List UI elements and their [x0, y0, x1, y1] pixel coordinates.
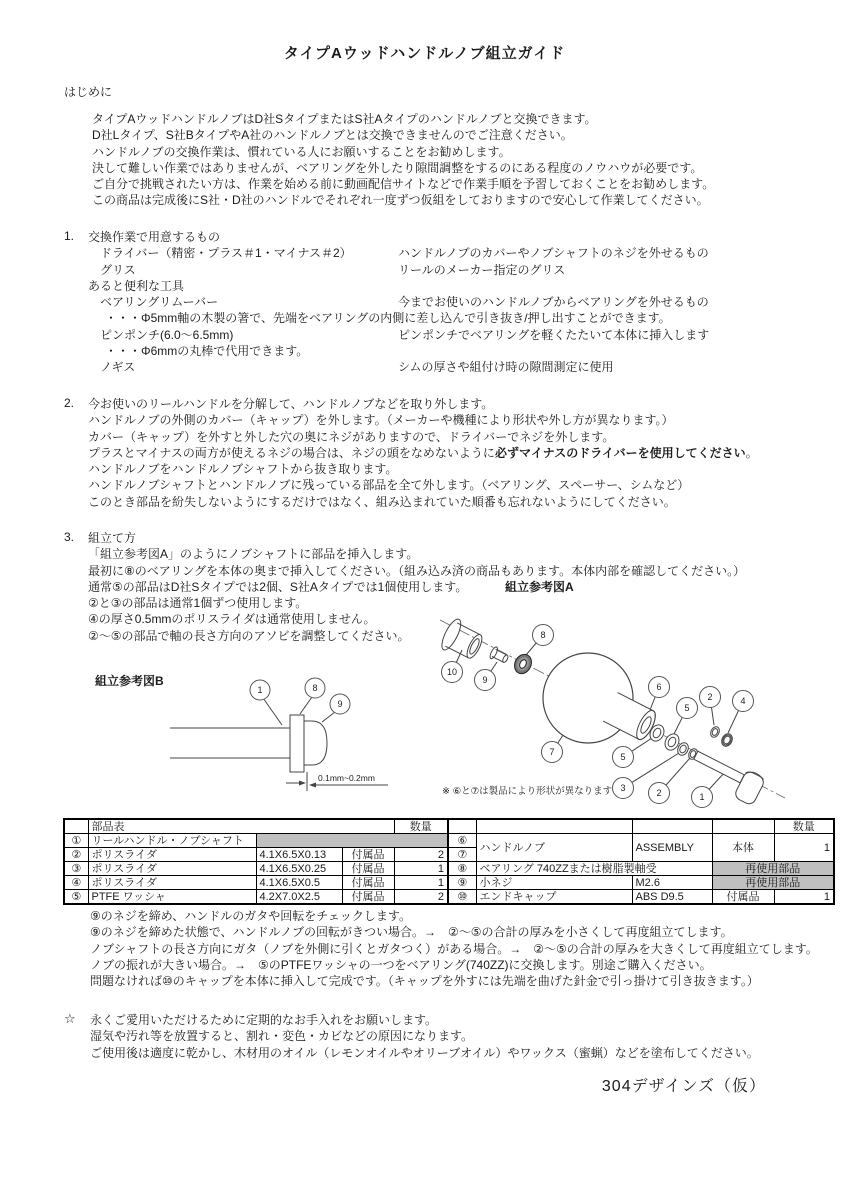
- section-heading: 交換作業で用意するもの: [88, 230, 221, 244]
- callout-number: 9: [337, 699, 343, 709]
- part-num: ⑥: [448, 834, 476, 848]
- part-spec: 4.1X6.5X0.13: [256, 848, 342, 862]
- section-number: 2.: [64, 396, 75, 410]
- part-name: PTFE ワッシャ: [88, 890, 256, 905]
- part-num: ④: [64, 876, 88, 890]
- slider-ring: [720, 732, 735, 748]
- tool-item: ピンポンチ(6.0～6.5mm): [100, 327, 234, 342]
- footer-credit: 304デザインズ（仮）: [601, 1078, 766, 1095]
- fig-a-note: ※ ⑥と⑦は製品により形状が異なります: [442, 786, 613, 797]
- callout-number: 1: [257, 685, 263, 695]
- part-num: ②: [64, 848, 88, 862]
- tool-desc: ハンドルノブのカバーやノブシャフトのネジを外せるもの: [398, 246, 709, 261]
- part-row: [64, 890, 448, 905]
- tool-desc: ピンポンチでベアリングを軽くたたいて本体に挿入します: [398, 327, 710, 342]
- tool-row: [88, 245, 709, 261]
- part-row: [448, 890, 834, 905]
- body-line: ②～⑤の部品で軸の長さ方向のアソビを調整してください。: [88, 628, 410, 643]
- qty-header: 数量: [774, 819, 834, 834]
- part-spec: M2.6: [632, 876, 712, 890]
- part-qty: 2: [394, 848, 448, 862]
- tool-desc: シムの厚さや組付け時の隙間測定に使用: [398, 360, 614, 375]
- body-line: ノブの振れが大きい場合。→ ⑤のPTFEワッシャの一つをベアリング(740ZZ)に交換します。別途ご購入ください。: [90, 957, 712, 972]
- body-text: 通常⑤の部品はD社Sタイプでは2個、S社Aタイプでは1個使用します。: [88, 579, 468, 594]
- tool-subheading: あると便利な工具: [88, 278, 185, 293]
- section-number: 1.: [64, 229, 75, 243]
- tool-row: [88, 359, 671, 375]
- section-2: [64, 396, 758, 510]
- intro-paragraph: [92, 111, 714, 209]
- tool-note: ・・・Φ6mmの丸棒で代用できます。: [105, 344, 309, 359]
- part-name: エンドキャップ: [476, 890, 632, 905]
- part-name: ポリスライダ: [88, 848, 256, 862]
- section-number: 3.: [64, 530, 75, 544]
- end-cap-part: [438, 617, 486, 664]
- intro-line: この商品は完成後にS社・D社のハンドルでそれぞれ一度ずつ仮組をしておりますので安心して作業してください。: [92, 193, 709, 208]
- part-row: [448, 862, 834, 876]
- parts-table-right: [447, 818, 835, 905]
- section-heading: 組立て方: [88, 531, 137, 545]
- part-name: ベアリング 740ZZまたは樹脂製軸受: [476, 862, 712, 876]
- tool-row: [88, 327, 710, 343]
- body-line: ハンドルノブをハンドルノブシャフトから抜き取ります。: [88, 462, 398, 477]
- part-num: ⑨: [448, 876, 476, 890]
- intro-line: D社Lタイプ、S社BタイプやA社のハンドルノブとは交換できませんのでご注意ください。: [92, 128, 573, 143]
- qty-header: 数量: [394, 819, 448, 834]
- part-qty: 1: [394, 862, 448, 876]
- section-1: [64, 229, 710, 376]
- body-line: ④の厚さ0.5mmのポリスライダは通常使用しません。: [88, 612, 376, 627]
- body-text: プラスとマイナスの両方が使えるネジの場合は、ネジの頭をなめないように: [88, 445, 495, 460]
- part-spec: 4.1X6.5X0.25: [256, 862, 342, 876]
- callout-number: 3: [620, 783, 626, 793]
- slider-ring: [709, 725, 721, 738]
- callout-number: 2: [707, 692, 713, 702]
- intro-line: 決して難しい作業ではありませんが、ベアリングを外したり隙間調整をするのにある程度のノウハウが必要です。: [92, 160, 703, 175]
- tool-item: ドライバー（精密・プラス＃1・マイナス＃2）: [100, 246, 352, 261]
- body-line: 湿気や汚れ等を放置すると、割れ・変色・カビなどの原因になります。: [90, 1029, 474, 1044]
- callout-number: 5: [684, 703, 690, 713]
- callout-number: 8: [312, 683, 318, 693]
- part-type: 付属品: [342, 890, 394, 905]
- part-row: [448, 876, 834, 890]
- part-spec: [256, 834, 448, 848]
- part-spec: 4.1X6.5X0.5: [256, 876, 342, 890]
- part-num: ⑦: [448, 848, 476, 862]
- emphasis-text: 必ずマイナスのドライバーを使用してください: [494, 445, 746, 460]
- body-line: ハンドルノブシャフトとハンドルノブに残っている部品を全て外します。（ベアリング、スペーサー、シムなど）: [88, 478, 690, 493]
- part-name: ポリスライダ: [88, 876, 256, 890]
- body-line: 最初に⑧のベアリングを本体の奥まで挿入してください。（組み込み済の商品もあります。本体内部を確認してください。）: [88, 563, 746, 578]
- tool-item: ノギス: [100, 360, 136, 375]
- body-line: ⑨のネジを締めた状態で、ハンドルノブの回転がきつい場合。→ ②～⑤の合計の厚みを小さくして再度組立てします。: [90, 925, 733, 940]
- reuse-badge: 再使用部品: [712, 876, 834, 890]
- star-icon: ☆: [64, 1011, 76, 1026]
- part-spec: ASSEMBLY: [632, 834, 712, 862]
- part-num: ③: [64, 862, 88, 876]
- part-type: 付属品: [342, 848, 394, 862]
- part-row: [448, 834, 834, 848]
- part-qty: 1: [394, 876, 448, 890]
- body-line: 永くご愛用いただけるために定期的なお手入れをお願いします。: [90, 1013, 438, 1027]
- part-name: ポリスライダ: [88, 862, 256, 876]
- callout-number: 1: [699, 792, 705, 802]
- part-qty: 2: [394, 890, 448, 905]
- tool-note: ・・・Φ5mm軸の木製の箸で、先端をベアリングの内側に差し込んで引き抜き/押し出すことができます。: [105, 311, 671, 326]
- callout-number: 9: [482, 675, 488, 685]
- care-paragraph: [90, 1012, 759, 1061]
- tool-item: ベアリングリムーバー: [100, 295, 219, 310]
- reuse-badge: 再使用部品: [712, 862, 834, 876]
- table-header-row: [448, 819, 834, 834]
- intro-line: タイプAウッドハンドルノブはD社SタイプまたはS社Aタイプのハンドルノブと交換できます。: [92, 112, 597, 126]
- body-line: 問題なければ⑩のキャップを本体に挿入して完成です。（キャップを外すには先端を曲げた針金で引っ掛けて引き抜きます。）: [90, 974, 759, 989]
- part-type: 付属品: [712, 890, 774, 905]
- body-line: このとき部品を紛失しないようにするだけではなく、組み込まれていた順番も忘れないようにしてください。: [88, 494, 676, 509]
- parts-table-left: [63, 818, 449, 905]
- callout-number: 7: [549, 747, 555, 757]
- part-type: 本体: [712, 834, 774, 862]
- body-line: カバー（キャップ）を外すと外した穴の奥にネジがありますので、ドライバーでネジを外します。: [88, 429, 615, 444]
- part-num: ⑧: [448, 862, 476, 876]
- part-name: 小ネジ: [476, 876, 632, 890]
- fig-b-diagram: [160, 668, 420, 800]
- intro-line: ハンドルノブの交換作業は、慣れている人にお願いすることをお勧めします。: [92, 144, 511, 159]
- part-qty: 1: [774, 890, 834, 905]
- part-spec: 4.2X7.0X2.5: [256, 890, 342, 905]
- body-line: ⑨のネジを締め、ハンドルのガタや回転をチェックします。: [90, 909, 411, 923]
- part-name: リールハンドル・ノブシャフト: [88, 834, 256, 848]
- body-line: 今お使いのリールハンドルを分解して、ハンドルノブなどを取り外します。: [88, 397, 494, 411]
- callout-number: 6: [656, 682, 662, 692]
- part-spec: ABS D9.5: [632, 890, 712, 905]
- part-qty: 1: [774, 834, 834, 862]
- callout-number: 10: [446, 667, 458, 677]
- tool-item: グリス: [100, 262, 136, 277]
- body-line: ハンドルノブの外側のカバー（キャップ）を外します。（メーカーや機種により形状や外し方が異なります。）: [88, 413, 674, 428]
- knob-shaft-drawing: [170, 715, 327, 772]
- part-row: [64, 848, 448, 862]
- body-text: 。: [745, 445, 758, 460]
- tool-row: [88, 262, 671, 278]
- part-type: 付属品: [342, 862, 394, 876]
- fig-b-title: 組立参考図B: [95, 674, 164, 688]
- tool-row: [88, 294, 709, 310]
- fig-a-title: 組立参考図A: [505, 579, 574, 594]
- body-line: 「組立参考図A」のようにノブシャフトに部品を挿入します。: [88, 547, 419, 562]
- table-title: 部品表: [88, 819, 394, 834]
- body-line: ご使用後は適度に乾かし、木材用のオイル（レモンオイルやオリーブオイル）やワックス（蜜蝋）などを塗布してください。: [90, 1045, 759, 1060]
- table-header-row: [64, 819, 448, 834]
- body-line-emphasis: [88, 445, 758, 461]
- callout-number: 4: [740, 696, 746, 706]
- tool-desc: リールのメーカー指定のグリス: [398, 262, 566, 277]
- intro-heading: はじめに: [64, 85, 113, 99]
- screw-part: [489, 646, 510, 666]
- body-line: ノブシャフトの長さ方向にガタ（ノブを外側に引くとガタつく）がある場合。→ ②～⑤の合計の厚みを大きくして再度組立てします。: [90, 941, 818, 956]
- fig-a-diagram: [425, 598, 840, 813]
- dimension-label: 0.1mm~0.2mm: [318, 773, 375, 783]
- body-line: [88, 579, 745, 595]
- callout-number: 2: [656, 788, 662, 798]
- part-row: [64, 862, 448, 876]
- page-title: タイプAウッドハンドルノブ組立ガイド: [283, 45, 566, 62]
- callout-number: 5: [620, 752, 626, 762]
- bearing-part: [511, 651, 534, 676]
- part-num: ①: [64, 834, 88, 848]
- part-row: [64, 834, 448, 848]
- part-type: 付属品: [342, 876, 394, 890]
- tool-desc: 今までお使いのハンドルノブからベアリングを外せるもの: [398, 295, 709, 310]
- callout-number: 8: [540, 630, 546, 640]
- part-row: [64, 876, 448, 890]
- body-line: ②と③の部品は通常1個ずつ使用します。: [88, 596, 308, 611]
- check-paragraph: [90, 908, 818, 989]
- part-name: ハンドルノブ: [476, 834, 632, 862]
- part-num: ⑩: [448, 890, 476, 905]
- part-num: ⑤: [64, 890, 88, 905]
- intro-line: ご自分で挑戦されたい方は、作業を始める前に動画配信サイトなどで作業手順を予習しておくことをお勧めします。: [92, 177, 715, 192]
